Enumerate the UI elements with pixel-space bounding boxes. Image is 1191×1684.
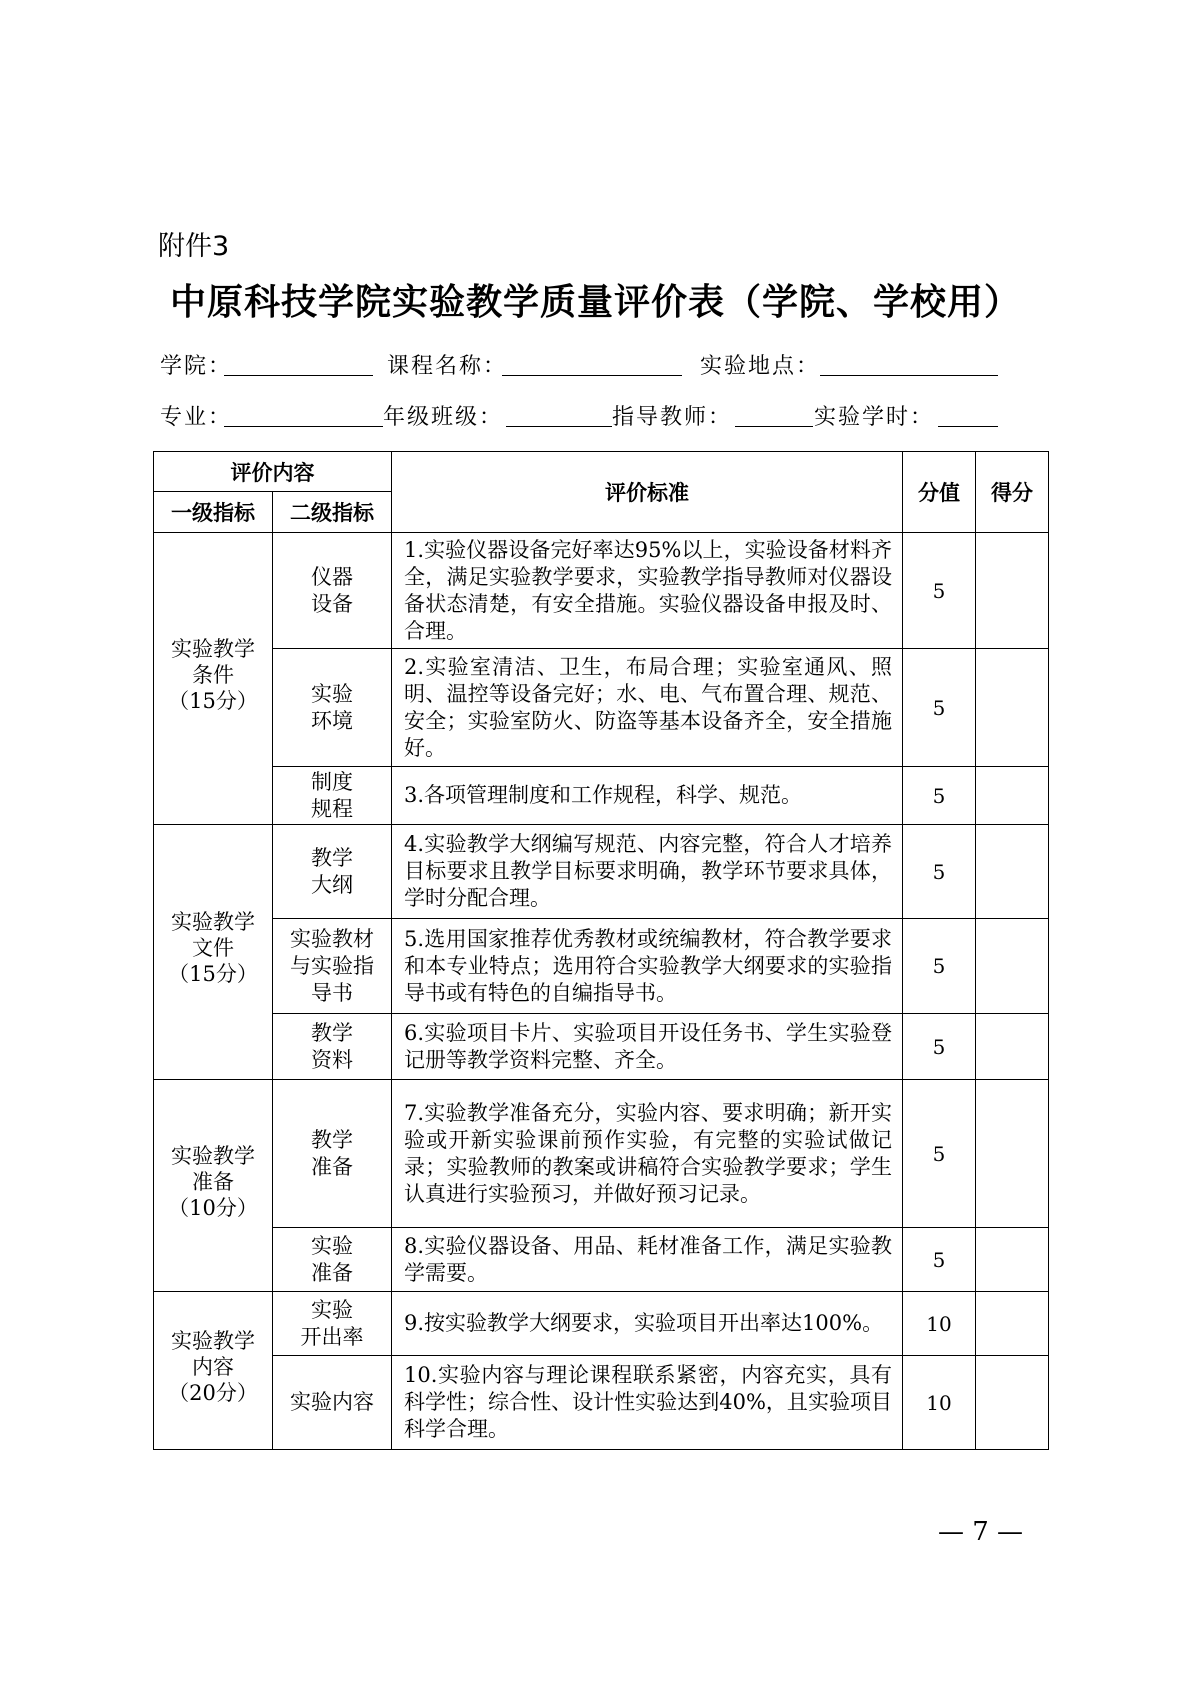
table-row [154, 649, 1049, 767]
level1-text: 实验教学 条件 （15分） [168, 636, 258, 713]
table-row [154, 1014, 1049, 1080]
score-obtained-cell[interactable] [976, 1356, 1049, 1450]
level2-text: 仪器 设备 [311, 564, 353, 616]
level2-cell [273, 649, 392, 767]
table-row [154, 1080, 1049, 1228]
score-value-cell: 5 [903, 825, 976, 919]
lab-hours-label: 实验学时： [814, 405, 935, 430]
level1-cell [154, 533, 273, 825]
table-row [154, 1356, 1049, 1450]
college-field[interactable] [224, 375, 373, 376]
score-obtained-cell[interactable] [976, 919, 1049, 1014]
score-value-cell: 5 [903, 1228, 976, 1292]
table-row [154, 767, 1049, 825]
level2-cell [273, 1014, 392, 1080]
level1-text: 实验教学 文件 （15分） [168, 910, 258, 986]
course-name-label: 课程名称： [387, 354, 508, 379]
header-score-value: 分值 [903, 452, 976, 533]
level2-cell [273, 919, 392, 1014]
level2-cell [273, 1292, 392, 1356]
table-row [154, 1228, 1049, 1292]
score-obtained-cell[interactable] [976, 649, 1049, 767]
score-value-cell: 5 [903, 1080, 976, 1228]
level2-text: 教学 资料 [311, 1020, 353, 1072]
major-label: 专业： [160, 405, 233, 430]
level1-cell [154, 825, 273, 1080]
score-value-cell: 5 [903, 919, 976, 1014]
level2-cell [273, 533, 392, 649]
criteria-cell: 3.各项管理制度和工作规程，科学、规范。 [392, 767, 903, 825]
criteria-cell: 8.实验仪器设备、用品、耗材准备工作，满足实验教学需要。 [392, 1228, 903, 1292]
level2-cell [273, 1356, 392, 1450]
attachment-label: 附件3 [158, 231, 230, 262]
criteria-cell: 6.实验项目卡片、实验项目开设任务书、学生实验登记册等教学资料完整、齐全。 [392, 1014, 903, 1080]
info-row-1 [160, 347, 1022, 381]
criteria-cell: 4.实验教学大纲编写规范、内容完整，符合人才培养目标要求且教学目标要求明确，教学环节要求具体，学时分配合理。 [392, 825, 903, 919]
score-obtained-cell[interactable] [976, 1228, 1049, 1292]
course-name-field[interactable] [502, 375, 682, 376]
header-level2: 二级指标 [273, 492, 392, 533]
college-label: 学院： [160, 354, 233, 379]
table-row [154, 919, 1049, 1014]
instructor-label: 指导教师： [612, 405, 733, 430]
level1-text: 实验教学 准备 （10分） [168, 1143, 258, 1220]
score-obtained-cell[interactable] [976, 1014, 1049, 1080]
header-level1: 一级指标 [154, 492, 273, 533]
score-obtained-cell[interactable] [976, 533, 1049, 649]
info-row-2 [160, 398, 1022, 432]
level1-cell [154, 1292, 273, 1450]
score-value-cell: 5 [903, 767, 976, 825]
level2-text: 实验 开出率 [300, 1297, 364, 1349]
score-value-cell: 10 [903, 1356, 976, 1450]
page-title: 中原科技学院实验教学质量评价表（学院、学校用） [169, 282, 1021, 323]
criteria-cell: 2.实验室清洁、卫生，布局合理；实验室通风、照明、温控等设备完好；水、电、气布置合理、规范、安全；实验室防火、防盗等基本设备齐全，安全措施好。 [392, 649, 903, 767]
lab-location-field[interactable] [820, 375, 998, 376]
header-content: 评价内容 [154, 452, 392, 492]
score-obtained-cell[interactable] [976, 825, 1049, 919]
table-row [154, 1292, 1049, 1356]
level2-cell [273, 825, 392, 919]
level2-text: 实验教材 与实验指 导书 [290, 926, 374, 1005]
level2-cell [273, 1080, 392, 1228]
level2-text: 实验 准备 [311, 1233, 353, 1285]
criteria-cell: 1.实验仪器设备完好率达95%以上，实验设备材料齐全，满足实验教学要求，实验教学指导教师对仪器设备状态清楚，有安全措施。实验仪器设备申报及时、合理。 [392, 533, 903, 649]
level2-text: 教学 准备 [311, 1127, 353, 1179]
lab-hours-field[interactable] [938, 426, 998, 427]
score-value-cell: 5 [903, 533, 976, 649]
page-number: — 7 — [937, 1517, 1024, 1547]
lab-location-label: 实验地点： [700, 354, 821, 379]
grade-class-field[interactable] [506, 426, 612, 427]
score-value-cell: 5 [903, 649, 976, 767]
level2-cell [273, 767, 392, 825]
table-row [154, 825, 1049, 919]
evaluation-table [153, 451, 1049, 1450]
instructor-field[interactable] [735, 426, 813, 427]
level2-text: 制度 规程 [311, 769, 353, 821]
score-value-cell: 10 [903, 1292, 976, 1356]
level2-text: 教学 大纲 [311, 845, 353, 897]
criteria-cell: 5.选用国家推荐优秀教材或统编教材，符合教学要求和本专业特点；选用符合实验教学大纲要求的实验指导书或有特色的自编指导书。 [392, 919, 903, 1014]
header-score-obtained: 得分 [976, 452, 1049, 533]
grade-class-label: 年级班级： [383, 405, 504, 430]
score-obtained-cell[interactable] [976, 767, 1049, 825]
score-value-cell: 5 [903, 1014, 976, 1080]
level2-text: 实验 环境 [311, 681, 353, 733]
header-criteria: 评价标准 [392, 452, 903, 533]
criteria-cell: 7.实验教学准备充分，实验内容、要求明确；新开实验或开新实验课前预作实验，有完整的实验试做记录；实验教师的教案或讲稿符合实验教学要求；学生认真进行实验预习，并做好预习记录。 [392, 1080, 903, 1228]
level1-text: 实验教学 内容 （20分） [168, 1328, 258, 1405]
score-obtained-cell[interactable] [976, 1292, 1049, 1356]
level2-text: 实验内容 [290, 1390, 374, 1414]
level1-cell [154, 1080, 273, 1292]
criteria-cell: 10.实验内容与理论课程联系紧密，内容充实，具有科学性；综合性、设计性实验达到40%，且实验项目科学合理。 [392, 1356, 903, 1450]
level2-cell [273, 1228, 392, 1292]
major-field[interactable] [224, 426, 383, 427]
criteria-cell: 9.按实验教学大纲要求，实验项目开出率达100%。 [392, 1292, 903, 1356]
score-obtained-cell[interactable] [976, 1080, 1049, 1228]
table-row [154, 533, 1049, 649]
